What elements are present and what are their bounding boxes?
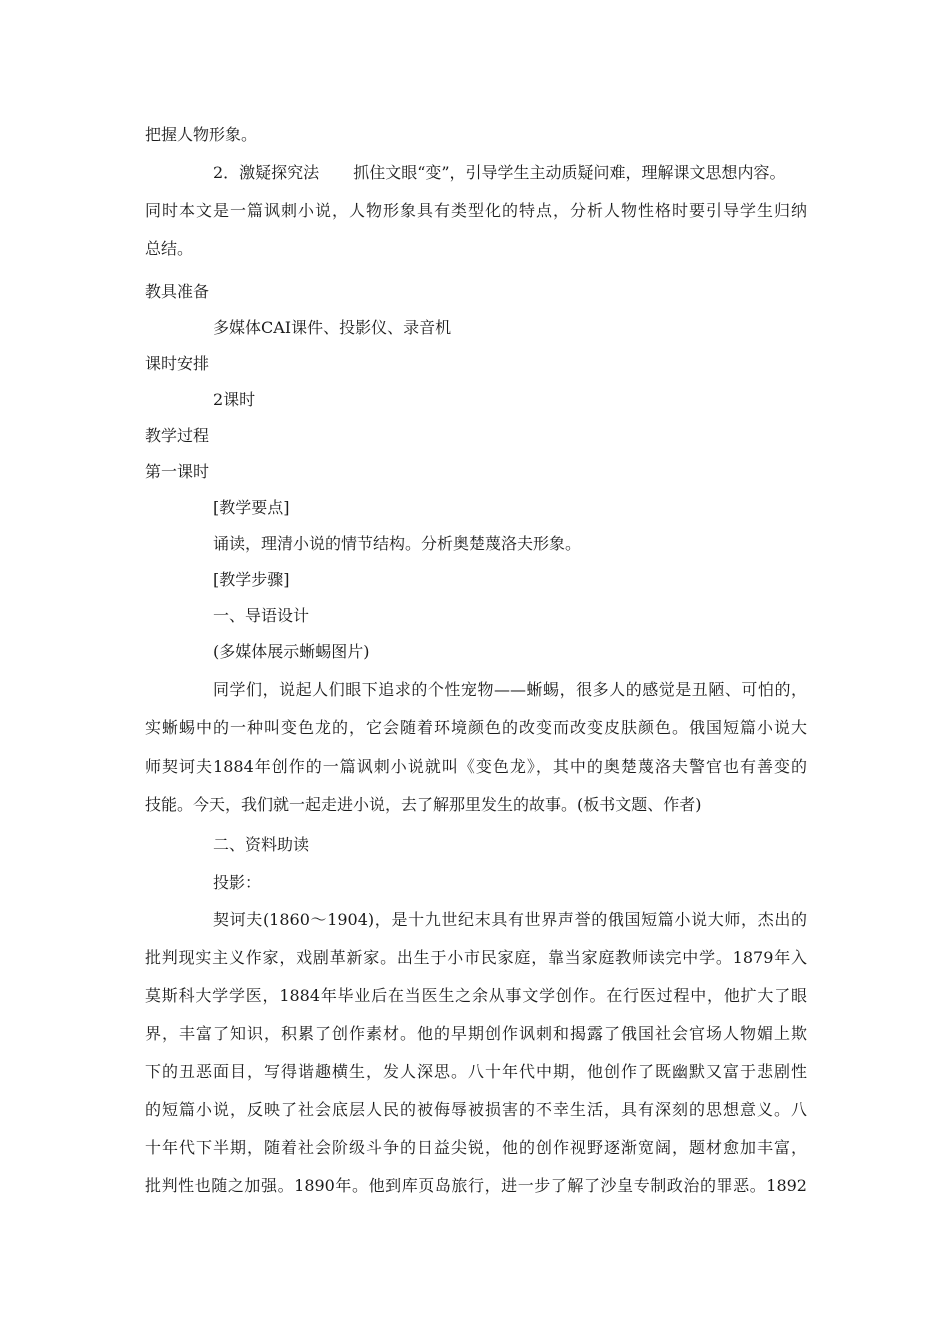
paragraph-line: 技能。今天，我们就一起走进小说，去了解那里发生的故事。(板书文题、作者) <box>145 795 702 814</box>
paragraph-line: 十年代下半期，随着社会阶级斗争的日益尖锐，他的创作视野逐渐宽阔，题材愈加丰富， <box>145 1138 807 1157</box>
paragraph-line: 多媒体CAI课件、投影仪、录音机 <box>213 318 452 337</box>
subsection-heading: [教学要点] <box>213 498 290 517</box>
paragraph-line: 师契诃夫1884年创作的一篇讽刺小说就叫《变色龙》，其中的奥楚蔑洛夫警官也有善变的 <box>145 757 807 776</box>
paragraph-line: 下的丑恶面目，写得谐趣横生，发人深思。八十年代中期，他创作了既幽默又富于悲剧性 <box>145 1062 807 1081</box>
paragraph-line: 契诃夫(1860～1904)，是十九世纪末具有世界声誉的俄国短篇小说大师，杰出的 <box>213 910 807 929</box>
paragraph-line: 同时本文是一篇讽刺小说，人物形象具有类型化的特点，分析人物性格时要引导学生归纳 <box>145 201 807 220</box>
method-description: 抓住文眼“变”，引导学生主动质疑问难，理解课文思想内容。 <box>353 163 786 182</box>
paragraph-line: 批判现实主义作家，戏剧革新家。出生于小市民家庭，靠当家庭教师读完中学。1879年入 <box>145 948 807 967</box>
method-heading-line <box>213 163 786 183</box>
paragraph-line: 同学们，说起人们眼下追求的个性宠物——蜥蜴，很多人的感觉是丑陋、可怕的， <box>213 680 807 699</box>
paragraph-line: 莫斯科大学学医，1884年毕业后在当医生之余从事文学创作。在行医过程中，他扩大了眼 <box>145 986 807 1005</box>
paragraph-line: 把握人物形象。 <box>145 125 258 144</box>
paragraph-line: 投影： <box>213 873 262 892</box>
section-heading: 教具准备 <box>145 282 210 301</box>
subsection-heading: 一、导语设计 <box>213 606 310 625</box>
method-title: 2．激疑探究法 <box>213 163 320 182</box>
paragraph-line: 总结。 <box>145 239 194 258</box>
paragraph-line: (多媒体展示蜥蜴图片) <box>213 642 370 661</box>
paragraph-line: 2课时 <box>213 390 256 409</box>
section-heading: 第一课时 <box>145 462 210 481</box>
subsection-heading: 二、资料助读 <box>213 835 310 854</box>
section-heading: 教学过程 <box>145 426 210 445</box>
paragraph-line: 诵读，理清小说的情节结构。分析奥楚蔑洛夫形象。 <box>213 534 582 553</box>
paragraph-line: 的短篇小说，反映了社会底层人民的被侮辱被损害的不幸生活，具有深刻的思想意义。八 <box>145 1100 807 1119</box>
paragraph-line: 界，丰富了知识，积累了创作素材。他的早期创作讽刺和揭露了俄国社会官场人物媚上欺 <box>145 1024 807 1043</box>
paragraph-line: 实蜥蜴中的一种叫变色龙的，它会随着环境颜色的改变而改变皮肤颜色。俄国短篇小说大 <box>145 718 807 737</box>
paragraph-line: 批判性也随之加强。1890年。他到库页岛旅行，进一步了解了沙皇专制政治的罪恶。1892 <box>145 1176 807 1195</box>
section-heading: 课时安排 <box>145 354 210 373</box>
subsection-heading: [教学步骤] <box>213 570 290 589</box>
